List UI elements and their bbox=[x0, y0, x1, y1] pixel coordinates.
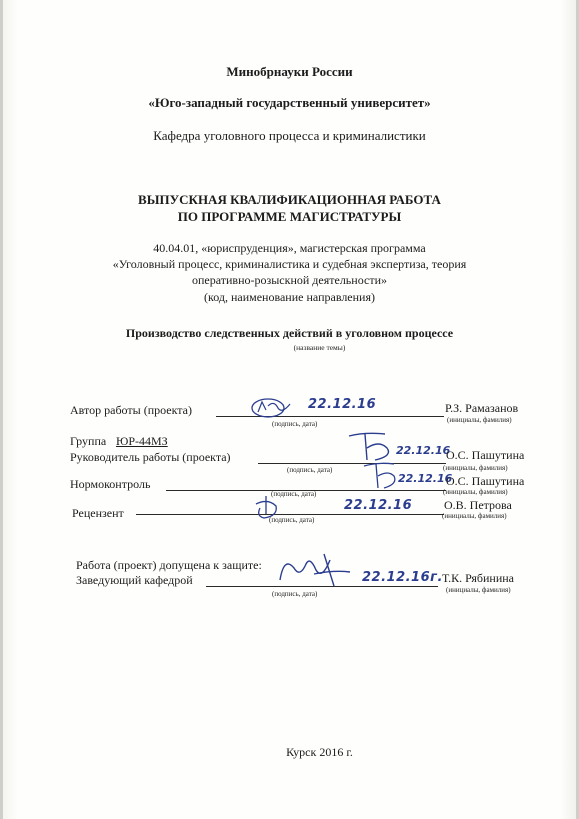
normcontrol-date: 22.12.16 bbox=[398, 472, 453, 485]
author-date: 22.12.16 bbox=[308, 397, 377, 412]
topic-caption: (название темы) bbox=[293, 343, 346, 352]
supervisor-sign-caption: (подпись, дата) bbox=[287, 466, 333, 474]
normcontrol-name-caption: (инициалы, фамилия) bbox=[443, 488, 508, 496]
ministry-name: Минобрнауки России bbox=[226, 64, 353, 79]
head-date: 22.12.16г. bbox=[362, 570, 443, 585]
head-name: Т.К. Рябинина bbox=[442, 571, 514, 585]
reviewer-date: 22.12.16 bbox=[344, 498, 413, 513]
author-sign-caption: (подпись, дата) bbox=[272, 420, 318, 428]
program-line2: «Уголовный процесс, криминалистика и судебная экспертиза, теория bbox=[112, 257, 467, 271]
supervisor-label: Руководитель работы (проекта) bbox=[70, 450, 231, 464]
author-label: Автор работы (проекта) bbox=[70, 403, 192, 417]
program-caption: (код, наименование направления) bbox=[203, 290, 375, 304]
group-label: Группа bbox=[70, 434, 107, 448]
program-line3: оперативно-розыскной деятельности» bbox=[191, 273, 387, 287]
head-signature bbox=[274, 550, 354, 594]
supervisor-name-caption: (инициалы, фамилия) bbox=[443, 464, 508, 472]
author-name: Р.З. Рамазанов bbox=[445, 401, 519, 415]
normcontrol-label: Нормоконтроль bbox=[70, 477, 151, 491]
head-sign-caption: (подпись, дата) bbox=[272, 590, 318, 598]
program-line1: 40.04.01, «юриспруденция», магистерская программа bbox=[153, 241, 426, 255]
city-year: Курск 2016 г. bbox=[286, 745, 353, 759]
reviewer-name: О.В. Петрова bbox=[444, 498, 512, 512]
left-scan-edge bbox=[0, 0, 3, 819]
topic-title: Производство следственных действий в уголовном процессе bbox=[125, 326, 454, 340]
normcontrol-sign-caption: (подпись, дата) bbox=[271, 490, 317, 498]
group-value: ЮР-44МЗ bbox=[116, 434, 168, 448]
head-name-caption: (инициалы, фамилия) bbox=[446, 586, 511, 594]
admission-text: Работа (проект) допущена к защите: bbox=[76, 558, 262, 572]
department-name: Кафедра уголовного процесса и криминалистики bbox=[153, 128, 426, 143]
normcontrol-name: О.С. Пашутина bbox=[446, 474, 525, 488]
reviewer-label: Рецензент bbox=[72, 506, 124, 520]
head-label: Заведующий кафедрой bbox=[76, 573, 193, 587]
university-name: «Юго-западный государственный университет» bbox=[148, 95, 431, 110]
author-name-caption: (инициалы, фамилия) bbox=[447, 416, 512, 424]
reviewer-name-caption: (инициалы, фамилия) bbox=[442, 512, 507, 520]
reviewer-sign-caption: (подпись, дата) bbox=[269, 516, 315, 524]
supervisor-name: О.С. Пашутина bbox=[446, 448, 525, 462]
work-title-line2: ПО ПРОГРАММЕ МАГИСТРАТУРЫ bbox=[177, 209, 402, 224]
work-title-line1: ВЫПУСКНАЯ КВАЛИФИКАЦИОННАЯ РАБОТА bbox=[138, 192, 441, 207]
reviewer-signature-line bbox=[136, 514, 444, 515]
supervisor-date: 22.12.16 bbox=[396, 444, 451, 457]
